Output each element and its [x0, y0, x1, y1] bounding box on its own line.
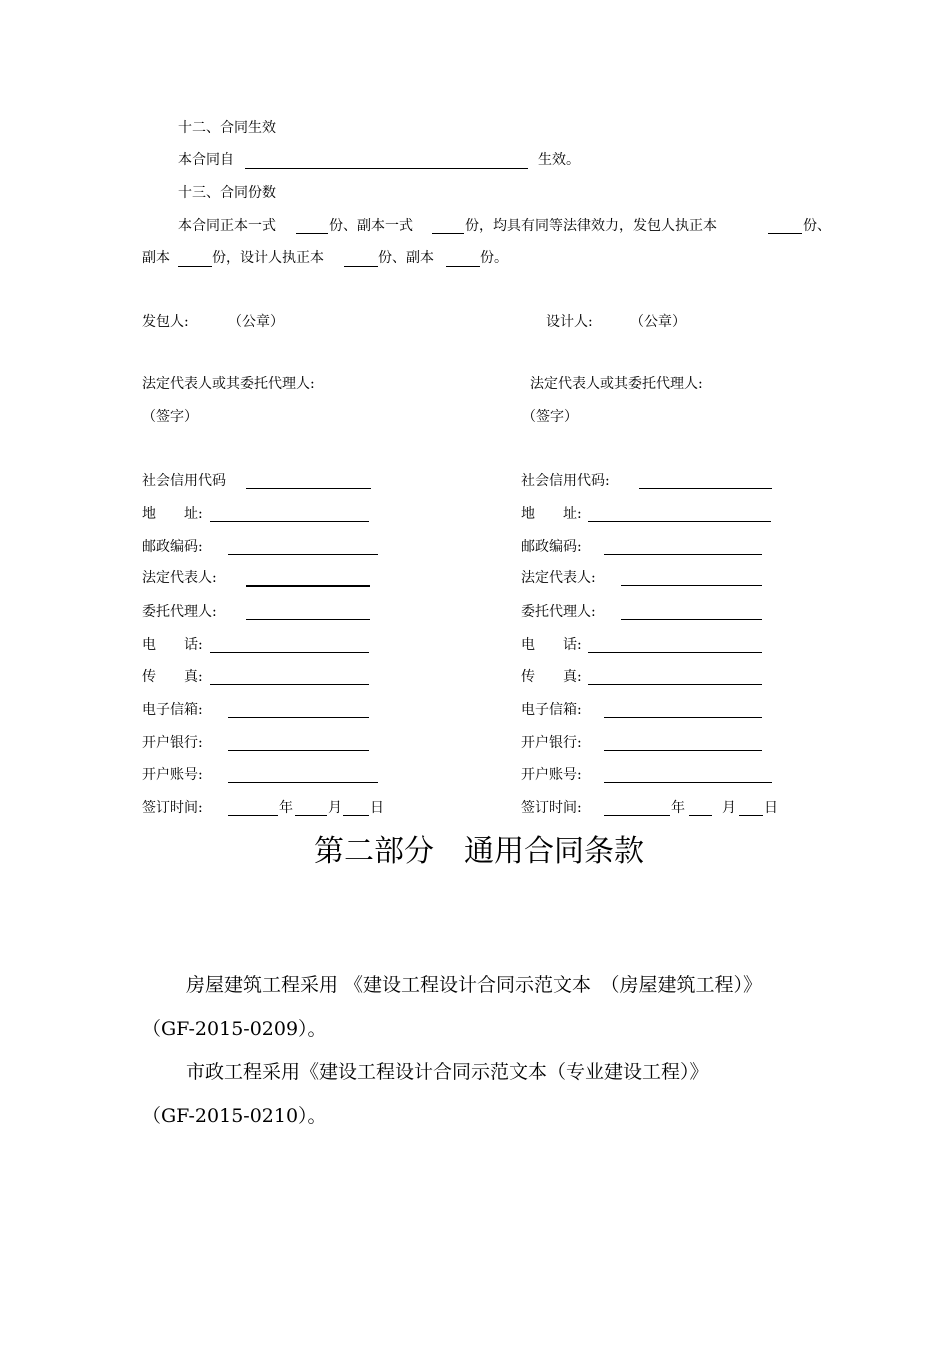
client-year-unit: 年 [279, 800, 293, 816]
designer-address-blank [588, 521, 771, 522]
client-postal-blank [228, 554, 378, 555]
designer-seal: （公章） [630, 314, 686, 330]
client-date-label: 签订时间: [142, 800, 203, 816]
client-bank-blank [228, 750, 369, 751]
client-agent-label: 委托代理人: [142, 604, 217, 620]
designer-sign: （签字） [522, 409, 578, 425]
designer-account-blank [604, 782, 772, 783]
client-credit-label: 社会信用代码 [142, 473, 226, 489]
copies-text-4: 份、 [803, 218, 831, 234]
designer-agent-label: 委托代理人: [521, 604, 596, 620]
client-fax-blank [210, 684, 369, 685]
designer-email-blank [604, 717, 762, 718]
client-original-blank [768, 233, 802, 234]
housing-paragraph-line1: 房屋建筑工程采用 《建设工程设计合同示范文本 （房屋建筑工程）》 [186, 974, 763, 996]
client-phone-blank [210, 652, 369, 653]
client-label: 发包人: [142, 314, 189, 330]
client-rep-label: 法定代表人或其委托代理人: [142, 376, 315, 392]
copies-text-5: 副本 [142, 250, 170, 266]
client-year-blank [228, 815, 278, 816]
client-seal: （公章） [228, 314, 284, 330]
designer-rep-label: 法定代表人或其委托代理人: [530, 376, 703, 392]
designer-duplicate-blank [446, 266, 480, 267]
client-legal-label: 法定代表人: [142, 570, 217, 586]
designer-bank-label: 开户银行: [521, 735, 582, 751]
designer-label: 设计人: [546, 314, 593, 330]
client-day-blank [343, 815, 369, 816]
client-sign: （签字） [142, 409, 198, 425]
designer-day-unit: 日 [764, 800, 778, 816]
designer-legal-blank [621, 585, 762, 586]
client-account-label: 开户账号: [142, 767, 203, 783]
designer-postal-blank [604, 554, 762, 555]
copies-text-3: 份，均具有同等法律效力，发包人执正本 [465, 218, 717, 234]
client-duplicate-blank [178, 266, 212, 267]
section-13-heading: 十三、合同份数 [178, 185, 276, 201]
part-two-title: 第二部分 通用合同条款 [314, 834, 644, 869]
designer-credit-blank [639, 488, 772, 489]
client-email-blank [228, 717, 369, 718]
designer-phone-label: 电 话: [521, 637, 582, 653]
designer-email-label: 电子信箱: [521, 702, 582, 718]
housing-paragraph-line2: （GF-2015-0209）。 [142, 1018, 327, 1040]
client-month-unit: 月 [328, 800, 342, 816]
client-agent-blank [246, 619, 370, 620]
designer-month-blank [689, 815, 712, 816]
client-postal-label: 邮政编码: [142, 539, 203, 555]
effective-date-blank [245, 168, 528, 169]
client-legal-blank [246, 585, 370, 587]
designer-fax-label: 传 真: [521, 669, 582, 685]
effective-suffix: 生效。 [538, 152, 580, 168]
designer-month-unit: 月 [722, 800, 736, 816]
client-bank-label: 开户银行: [142, 735, 203, 751]
client-address-label: 地 址: [142, 506, 203, 522]
designer-agent-blank [621, 619, 762, 620]
copies-text-1: 本合同正本一式 [178, 218, 276, 234]
designer-bank-blank [604, 750, 762, 751]
client-day-unit: 日 [370, 800, 384, 816]
designer-info-block [521, 472, 921, 832]
original-count-blank [296, 233, 328, 234]
municipal-paragraph-line2: （GF-2015-0210）。 [142, 1105, 327, 1127]
municipal-paragraph-line1: 市政工程采用《建设工程设计合同示范文本（专业建设工程）》 [186, 1061, 709, 1083]
copies-text-6: 份，设计人执正本 [212, 250, 324, 266]
designer-day-blank [739, 815, 763, 816]
client-info-block [142, 472, 542, 832]
designer-date-label: 签订时间: [521, 800, 582, 816]
designer-original-blank [344, 266, 378, 267]
client-account-blank [228, 782, 378, 783]
designer-account-label: 开户账号: [521, 767, 582, 783]
client-address-blank [210, 521, 369, 522]
effective-prefix: 本合同自 [178, 152, 234, 168]
designer-year-unit: 年 [671, 800, 685, 816]
designer-legal-label: 法定代表人: [521, 570, 596, 586]
designer-phone-blank [588, 652, 762, 653]
copies-text-2: 份、副本一式 [329, 218, 413, 234]
designer-credit-label: 社会信用代码: [521, 473, 610, 489]
copies-text-8: 份。 [480, 250, 508, 266]
client-email-label: 电子信箱: [142, 702, 203, 718]
designer-address-label: 地 址: [521, 506, 582, 522]
client-credit-blank [246, 488, 371, 489]
client-fax-label: 传 真: [142, 669, 203, 685]
copies-text-7: 份、副本 [378, 250, 434, 266]
designer-year-blank [604, 815, 670, 816]
client-phone-label: 电 话: [142, 637, 203, 653]
designer-postal-label: 邮政编码: [521, 539, 582, 555]
section-12-heading: 十二、合同生效 [178, 120, 276, 136]
designer-fax-blank [588, 684, 762, 685]
duplicate-count-blank [432, 233, 464, 234]
client-month-blank [295, 815, 327, 816]
